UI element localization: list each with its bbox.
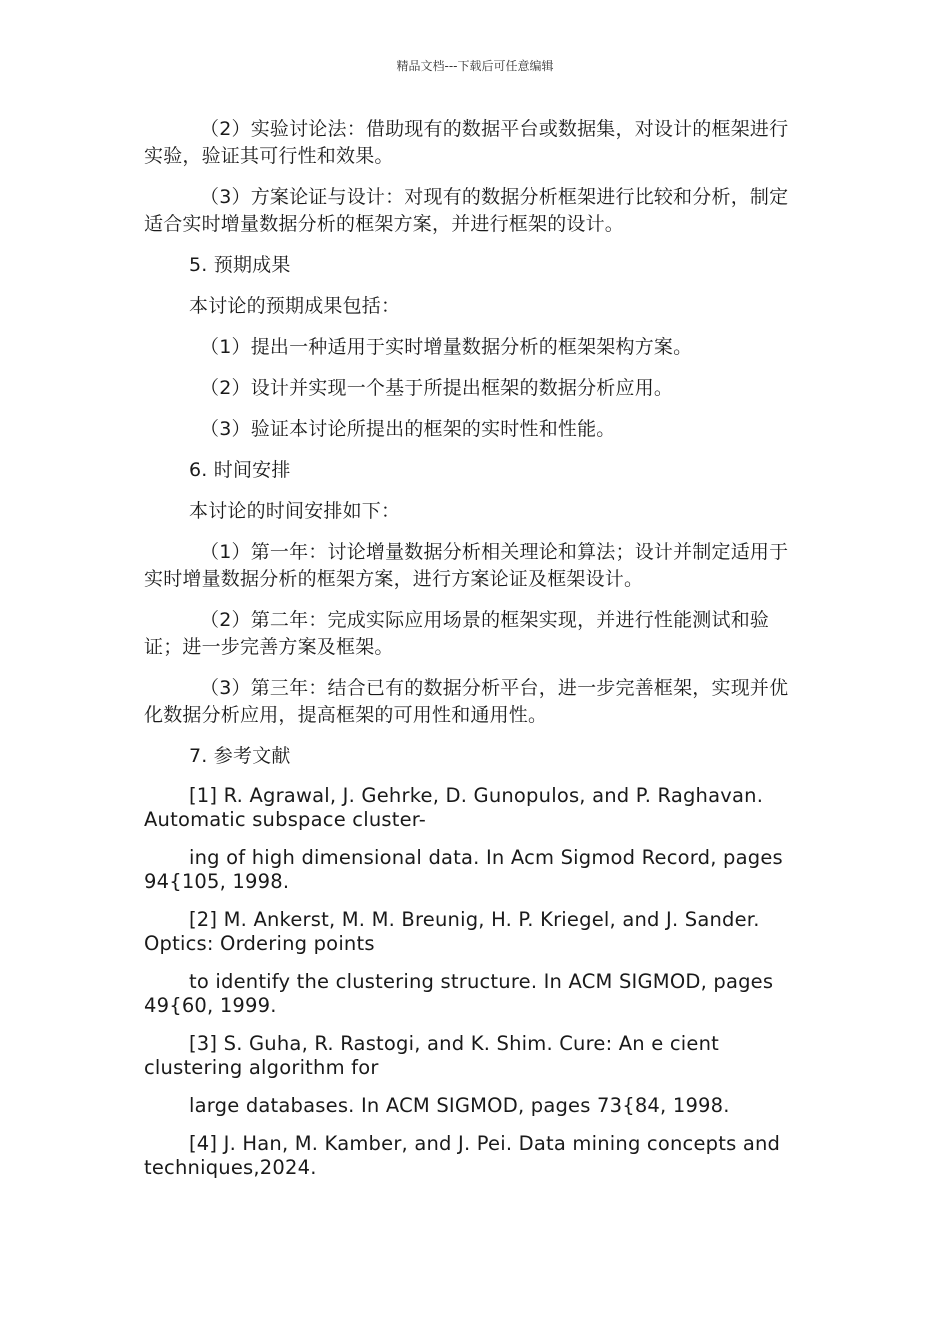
section-heading-references: 7. 参考文献 <box>189 745 291 767</box>
reference-1-line-1: [1] R. Agrawal, J. Gehrke, D. Gunopulos, and P. Raghavan. Automatic subspace cluster- <box>144 784 764 831</box>
expected-result-item-3: （3）验证本讨论所提出的框架的实时性和性能。 <box>200 418 616 440</box>
schedule-intro: 本讨论的时间安排如下： <box>189 500 401 522</box>
schedule-item-year-1: （1）第一年：讨论增量数据分析相关理论和算法；设计并制定适用于实时增量数据分析的框架方案，进行方案论证及框架设计。 <box>144 541 789 590</box>
expected-result-item-1: （1）提出一种适用于实时增量数据分析的框架架构方案。 <box>200 336 693 358</box>
section-heading-expected-results: 5. 预期成果 <box>189 254 291 276</box>
document-body <box>144 116 806 1194</box>
method-experiment-paragraph: （2）实验讨论法：借助现有的数据平台或数据集，对设计的框架进行实验，验证其可行性和效果。 <box>144 118 789 167</box>
reference-2-line-1: [2] M. Ankerst, M. M. Breunig, H. P. Kriegel, and J. Sander. Optics: Ordering points <box>144 908 760 955</box>
expected-result-item-2: （2）设计并实现一个基于所提出框架的数据分析应用。 <box>200 377 674 399</box>
method-design-paragraph: （3）方案论证与设计：对现有的数据分析框架进行比较和分析，制定适合实时增量数据分析的框架方案，并进行框架的设计。 <box>144 186 789 235</box>
reference-3-line-1: [3] S. Guha, R. Rastogi, and K. Shim. Cure: An e cient clustering algorithm for <box>144 1032 719 1079</box>
reference-3-line-2: large databases. In ACM SIGMOD, pages 73{84, 1998. <box>189 1094 730 1117</box>
page-header: 精品文档---下载后可任意编辑 <box>396 59 554 73</box>
schedule-item-year-3: （3）第三年：结合已有的数据分析平台，进一步完善框架，实现并优化数据分析应用，提高框架的可用性和通用性。 <box>144 677 789 726</box>
section-heading-schedule: 6. 时间安排 <box>189 459 291 481</box>
reference-4: [4] J. Han, M. Kamber, and J. Pei. Data mining concepts and techniques,2024. <box>144 1132 781 1179</box>
expected-results-intro: 本讨论的预期成果包括： <box>189 295 401 317</box>
reference-1-line-2: ing of high dimensional data. In Acm Sigmod Record, pages 94{105, 1998. <box>144 846 783 893</box>
schedule-item-year-2: （2）第二年：完成实际应用场景的框架实现，并进行性能测试和验证；进一步完善方案及框架。 <box>144 609 770 658</box>
reference-2-line-2: to identify the clustering structure. In ACM SIGMOD, pages 49{60, 1999. <box>144 970 774 1017</box>
